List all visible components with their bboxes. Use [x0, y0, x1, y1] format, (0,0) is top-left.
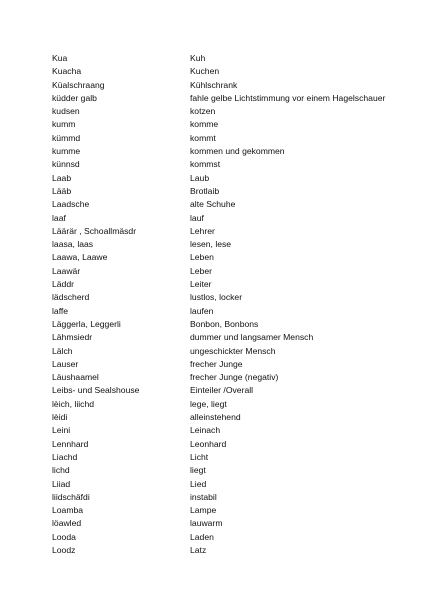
glossary-entry [52, 65, 412, 78]
glossary-entry [52, 212, 412, 225]
dialect-term: kumm [52, 119, 76, 130]
dialect-term: Leibs- und Sealshouse [52, 385, 140, 396]
standard-german-definition: Einteiler /Overall [190, 385, 254, 396]
dialect-term: Laab [52, 172, 72, 183]
standard-german-definition: Leber [190, 265, 212, 276]
glossary-entry [52, 358, 412, 371]
glossary-entry [52, 265, 412, 278]
standard-german-definition: ungeschickter Mensch [190, 345, 276, 356]
dialect-term: Lauser [52, 358, 79, 369]
standard-german-definition: fahle gelbe Lichtstimmung vor einem Hagelschauer [190, 92, 386, 103]
dialect-term: Leini [52, 425, 71, 436]
standard-german-definition: Leiter [190, 279, 212, 290]
glossary-entry [52, 438, 412, 451]
dialect-term: Lälch [52, 345, 73, 356]
glossary-entry [52, 145, 412, 158]
standard-german-definition: kotzen [190, 106, 216, 117]
glossary-entry [52, 464, 412, 477]
dialect-term: Kuacha [52, 66, 82, 77]
glossary-entry [52, 185, 412, 198]
standard-german-definition: Leonhard [190, 438, 227, 449]
dialect-term: Laadsche [52, 199, 90, 210]
glossary-entry [52, 198, 412, 211]
dialect-term: kumme [52, 146, 81, 157]
standard-german-definition: dummer und langsamer Mensch [190, 332, 314, 343]
standard-german-definition: laufen [190, 305, 214, 316]
dialect-term: Lääb [52, 185, 72, 196]
standard-german-definition: Laden [190, 531, 214, 542]
dialect-term: liidschäfdi [52, 491, 90, 502]
dialect-term: Laawär [52, 265, 81, 276]
dialect-term: laaf [52, 212, 66, 223]
glossary-entry [52, 331, 412, 344]
glossary-entry [52, 318, 412, 331]
glossary-entry [52, 305, 412, 318]
dialect-term: Kua [52, 53, 68, 63]
dialect-term: lichd [52, 465, 70, 476]
dialect-term: Laawa, Laawe [52, 252, 108, 263]
standard-german-definition: Licht [190, 451, 209, 462]
standard-german-definition: komme [190, 119, 219, 130]
glossary-entry [52, 371, 412, 384]
standard-german-definition: frecher Junge [190, 358, 243, 369]
standard-german-definition: lauf [190, 212, 204, 223]
dialect-term: kümmd [52, 132, 81, 143]
glossary-entry [52, 424, 412, 437]
glossary-entry [52, 291, 412, 304]
dialect-term: Looda [52, 531, 76, 542]
standard-german-definition: Kühlschrank [190, 79, 238, 90]
glossary-entry [52, 251, 412, 264]
glossary-entry [52, 531, 412, 544]
glossary-entry [52, 478, 412, 491]
dialect-term: Läddr [52, 279, 74, 290]
dialect-term: Küalschraang [52, 79, 105, 90]
glossary-entry [52, 504, 412, 517]
standard-german-definition: lege, liegt [190, 398, 227, 409]
glossary-entry [52, 278, 412, 291]
standard-german-definition: kommst [190, 159, 221, 170]
standard-german-definition: Kuh [190, 53, 206, 63]
glossary-entry [52, 225, 412, 238]
dialect-term: Liachd [52, 451, 78, 462]
dialect-term: laffe [52, 305, 69, 316]
standard-german-definition: alte Schuhe [190, 199, 236, 210]
glossary-entry [52, 118, 412, 131]
dialect-term: lèidi [52, 412, 68, 423]
standard-german-definition: Laub [190, 172, 210, 183]
standard-german-definition: Bonbon, Bonbons [190, 318, 259, 329]
standard-german-definition: lesen, lese [190, 239, 232, 250]
dialect-term: Liiad [52, 478, 71, 489]
glossary-entry [52, 172, 412, 185]
standard-german-definition: Latz [190, 544, 207, 555]
dialect-term: künnsd [52, 159, 80, 170]
standard-german-definition: alleinstehend [190, 412, 241, 423]
dialect-term: Loodz [52, 544, 76, 555]
dialect-term: Läärär , Schoallmäsdr [52, 225, 137, 236]
dialect-term: lädscherd [52, 292, 90, 303]
dialect-term: Läggerla, Leggerli [52, 318, 121, 329]
standard-german-definition: instabil [190, 491, 217, 502]
glossary-entry [52, 345, 412, 358]
standard-german-definition: Brotlaib [190, 185, 220, 196]
glossary-entry [52, 79, 412, 92]
dialect-term: Lennhard [52, 438, 89, 449]
standard-german-definition: Lied [190, 478, 207, 489]
glossary-list [52, 52, 412, 557]
glossary-entry [52, 158, 412, 171]
glossary-entry [52, 92, 412, 105]
glossary-entry [52, 517, 412, 530]
dialect-term: laasa, laas [52, 239, 94, 250]
glossary-entry [52, 544, 412, 557]
dialect-term: lèich, liichd [52, 398, 95, 409]
standard-german-definition: frecher Junge (negativ) [190, 372, 279, 383]
standard-german-definition: lauwarm [190, 518, 223, 529]
dialect-term: Lähmsiedr [52, 332, 93, 343]
standard-german-definition: kommen und gekommen [190, 146, 285, 157]
glossary-entry [52, 411, 412, 424]
glossary-entry [52, 398, 412, 411]
standard-german-definition: Lehrer [190, 225, 215, 236]
dialect-term: kudsen [52, 106, 80, 117]
dialect-term: Läushaamel [52, 372, 99, 383]
glossary-entry [52, 451, 412, 464]
standard-german-definition: Lampe [190, 505, 217, 516]
dialect-term: Loamba [52, 505, 84, 516]
glossary-entry [52, 238, 412, 251]
standard-german-definition: kommt [190, 132, 216, 143]
standard-german-definition: Leben [190, 252, 214, 263]
standard-german-definition: lustlos, locker [190, 292, 243, 303]
glossary-entry [52, 491, 412, 504]
glossary-entry [52, 52, 412, 65]
glossary-entry [52, 105, 412, 118]
standard-german-definition: Kuchen [190, 66, 220, 77]
glossary-entry [52, 384, 412, 397]
glossary-entry [52, 132, 412, 145]
dialect-term: küdder galb [52, 92, 97, 103]
dialect-term: löawled [52, 518, 82, 529]
standard-german-definition: liegt [190, 465, 206, 476]
standard-german-definition: Leinach [190, 425, 221, 436]
